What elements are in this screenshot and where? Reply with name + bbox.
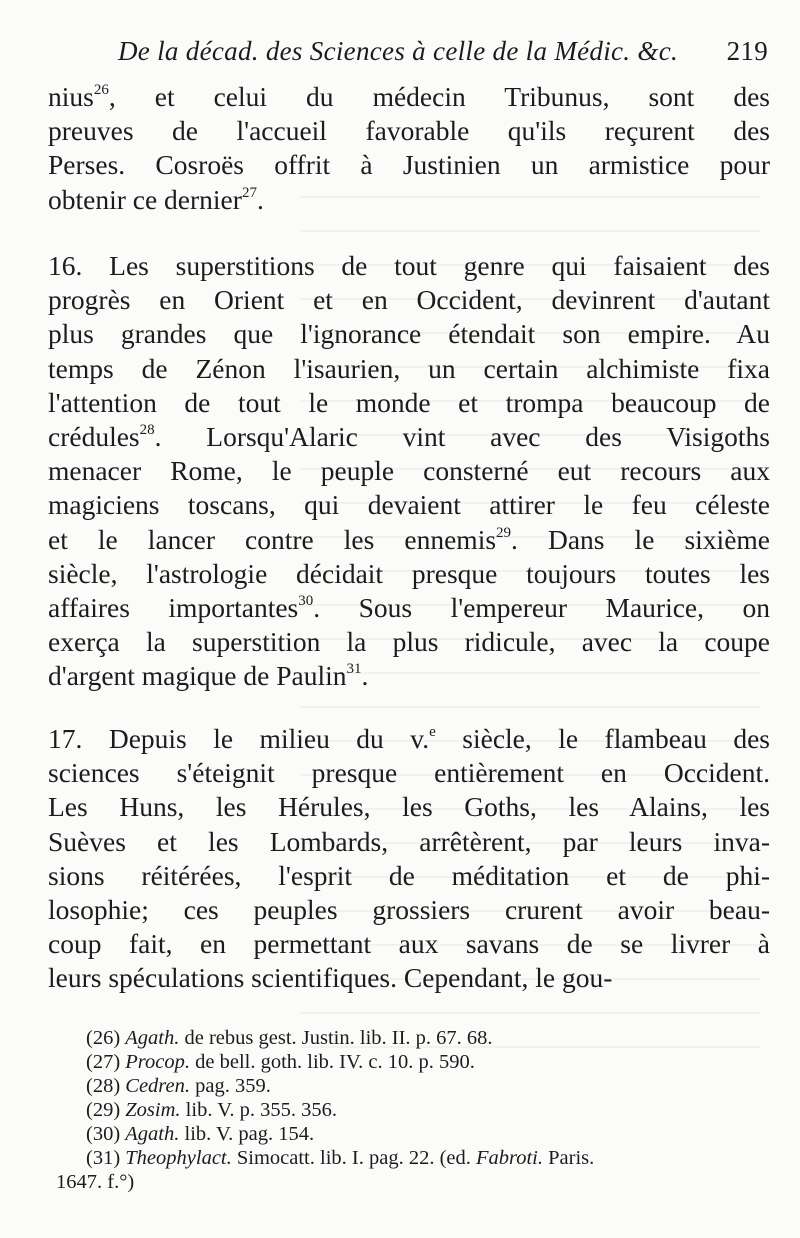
text-line: leurs spéculations scientifiques. Cependant, le gou-: [48, 962, 613, 994]
footnote-author: Cedren.: [125, 1075, 190, 1097]
text-line: menacer Rome, le peuple consterné eut recours aux: [48, 455, 770, 487]
footnote-author: Agath.: [125, 1027, 180, 1049]
footnote: (27) Procop. de bell. goth. lib. IV. c. 10. p. 590.: [86, 1051, 475, 1073]
text-line: 17. Depuis le milieu du v.$^e$ siècle, le flambeau des: [48, 723, 770, 754]
text-line: affaires importantes$^{30}$. Sous l'empereur Maurice, on: [48, 592, 770, 624]
footnote-author: Agath.: [125, 1123, 180, 1145]
footnote: (31) Theophylact. Simocatt. lib. I. pag. 22. (ed. Fabroti. Paris.: [86, 1147, 595, 1169]
paragraph-1: [48, 80, 770, 217]
text-line: exerça la superstition la plus ridicule, avec la coupe: [48, 626, 770, 658]
text-line: progrès en Orient et en Occident, devinrent d'autant: [48, 284, 770, 316]
paragraph-17: [48, 722, 770, 996]
running-header: [118, 36, 768, 67]
text-line: Suèves et les Lombards, arrêtèrent, par leurs inva-: [48, 825, 770, 857]
text-line: Les Huns, les Hérules, les Goths, les Alains, les: [48, 791, 770, 823]
text-line: sciences s'éteignit presque entièrement en Occident.: [48, 757, 770, 789]
text-line: et le lancer contre les ennemis$^{29}$. Dans le sixième: [48, 523, 770, 555]
footnote-marker: 28: [139, 422, 155, 439]
text-line: crédules$^{28}$. Lorsqu'Alaric vint avec des Visigoths: [48, 421, 770, 453]
text-line: temps de Zénon l'isaurien, un certain alchimiste fixa: [48, 352, 770, 384]
text-line: obtenir ce dernier$^{27}$.: [48, 183, 264, 215]
text-line: 16. Les superstitions de tout genre qui faisaient des: [48, 250, 770, 281]
footnotes: [48, 1026, 778, 1194]
footnote-marker: 30: [298, 593, 314, 610]
footnote-number: (28): [86, 1075, 126, 1097]
footnote: (26) Agath. de rebus gest. Justin. lib. II. p. 67. 68.: [86, 1027, 493, 1049]
footnote-author: Theophylact.: [125, 1147, 232, 1169]
text-line: sions réitérées, l'esprit de méditation et de phi-: [48, 859, 770, 891]
text-line: preuves de l'accueil favorable qu'ils reçurent des: [48, 115, 770, 147]
footnote-author: Procop.: [125, 1051, 190, 1073]
footnote-number: (31): [86, 1147, 126, 1169]
footnote-marker: 29: [496, 524, 512, 541]
footnote-marker: 27: [241, 184, 257, 201]
text-line: losophie; ces peuples grossiers crurent avoir beau-: [48, 894, 770, 926]
text-line: coup fait, en permettant aux savans de se livrer à: [48, 928, 770, 960]
footnote-number: (30): [86, 1123, 126, 1145]
text-line: Perses. Cosroës offrit à Justinien un armistice pour: [48, 149, 770, 181]
footnote: (29) Zosim. lib. V. p. 355. 356.: [86, 1099, 337, 1121]
text-line: plus grandes que l'ignorance étendait son empire. Au: [48, 318, 770, 350]
text-line: siècle, l'astrologie décidait presque toujours toutes les: [48, 557, 770, 589]
text-line: d'argent magique de Paulin$^{31}$.: [48, 660, 369, 692]
text-line: l'attention de tout le monde et trompa beaucoup de: [48, 386, 770, 418]
footnote-marker: 26: [93, 82, 109, 98]
page-number: 219: [726, 36, 768, 66]
footnote-marker: 31: [346, 661, 362, 678]
paragraph-16: [48, 249, 770, 694]
running-title: De la décad. des Sciences à celle de la Médic. &c.: [118, 36, 679, 66]
footnote-marker: e: [429, 724, 436, 740]
footnote: 1647. f.°): [56, 1171, 135, 1193]
text-line: nius$^{26}$, et celui du médecin Tribunus, sont des: [48, 81, 770, 112]
text-line: magiciens toscans, qui devaient attirer le feu céleste: [48, 489, 770, 521]
footnote: (28) Cedren. pag. 359.: [86, 1075, 271, 1097]
footnote-author: Zosim.: [125, 1099, 181, 1121]
footnote-number: (29): [86, 1099, 126, 1121]
footnote: (30) Agath. lib. V. pag. 154.: [86, 1123, 315, 1145]
footnote-number: (27): [86, 1051, 126, 1073]
footnote-number: (26): [86, 1027, 126, 1049]
